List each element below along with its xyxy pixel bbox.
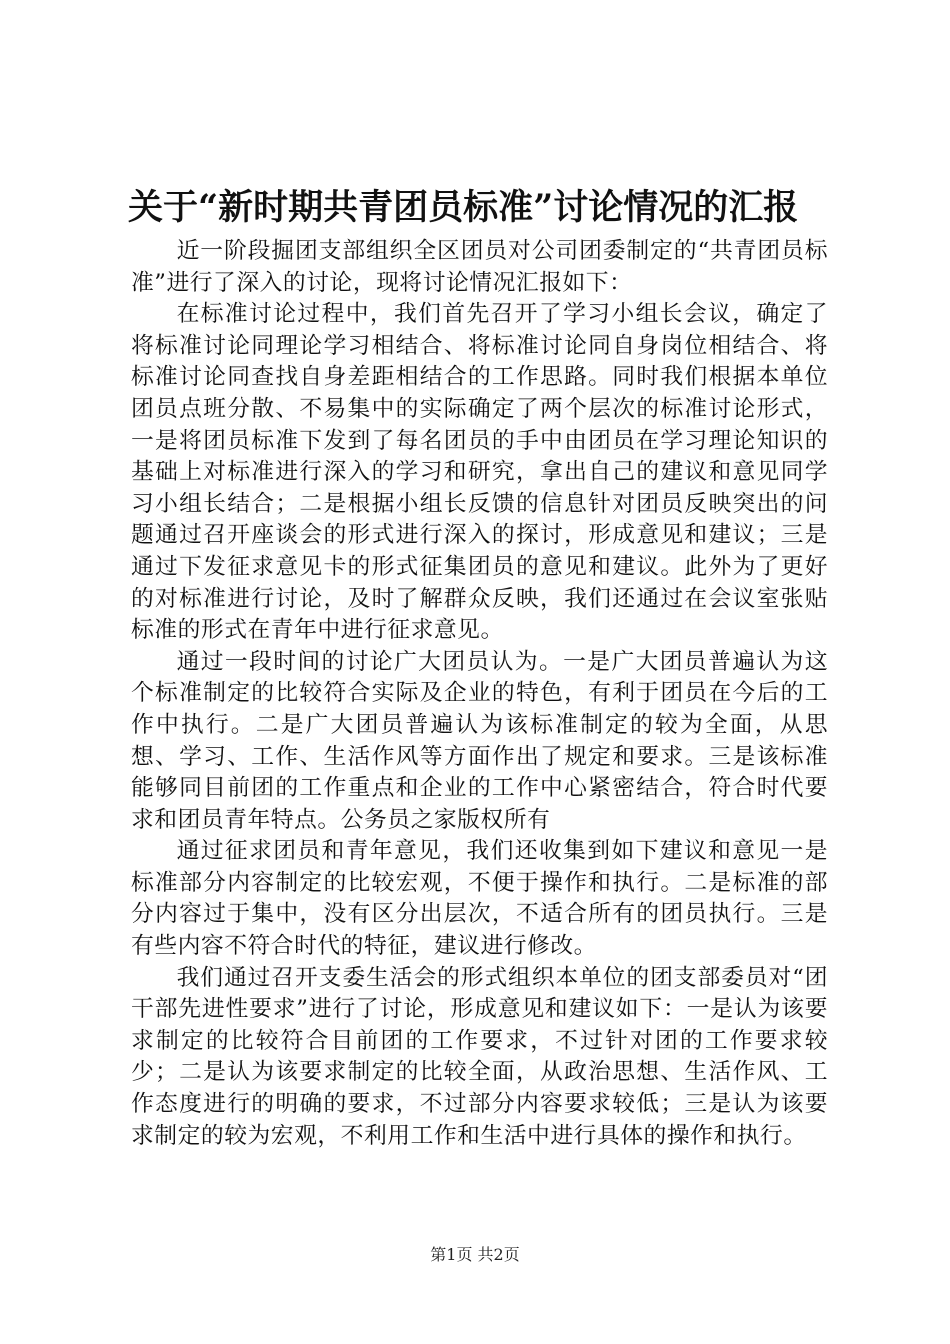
paragraph-intro: 近一阶段掘团支部组织全区团员对公司团委制定的“共青团员标准”进行了深入的讨论，现将讨论情况汇报如下： <box>131 238 828 296</box>
paragraph-member-views: 通过一段时间的讨论广大团员认为。一是广大团员普遍认为这个标准制定的比较符合实际及企业的特色，有利于团员在今后的工作中执行。二是广大团员普遍认为该标准制定的较为全面，从思想、学习、工作、生活作风等方面作出了规定和要求。三是该标准能够同目前团的工作重点和企业的工作中心紧密结合，符合时代要求和团员青年特点。公务员之家版权所有 <box>131 648 828 833</box>
page-footer: 第1页 共2页 <box>430 1245 520 1264</box>
document-body <box>131 236 828 1152</box>
document-title: 关于“新时期共青团员标准”讨论情况的汇报 <box>128 187 799 228</box>
paragraph-cadre-requirements: 我们通过召开支委生活会的形式组织本单位的团支部委员对“团干部先进性要求”进行了讨论，形成意见和建议如下：一是认为该要求制定的比较符合目前团的工作要求，不过针对团的工作要求较少；二是认为该要求制定的比较全面，从政治思想、生活作风、工作态度进行的明确的要求，不过部分内容要求较低；三是认为该要求制定的较为宏观，不利用工作和生活中进行具体的操作和执行。 <box>131 964 828 1149</box>
paragraph-suggestions: 通过征求团员和青年意见，我们还收集到如下建议和意见一是标准部分内容制定的比较宏观，不便于操作和执行。二是标准的部分内容过于集中，没有区分出层次，不适合所有的团员执行。三是有些内容不符合时代的特征，建议进行修改。 <box>131 838 828 960</box>
paragraph-discussion-process: 在标准讨论过程中，我们首先召开了学习小组长会议，确定了将标准讨论同理论学习相结合、将标准讨论同自身岗位相结合、将标准讨论同查找自身差距相结合的工作思路。同时我们根据本单位团员点班分散、不易集中的实际确定了两个层次的标准讨论形式，一是将团员标准下发到了每名团员的手中由团员在学习理论知识的基础上对标准进行深入的学习和研究，拿出自己的建议和意见同学习小组长结合；二是根据小组长反馈的信息针对团员反映突出的问题通过召开座谈会的形式进行深入的探讨，形成意见和建议；三是通过下发征求意见卡的形式征集团员的意见和建议。此外为了更好的对标准进行讨论，及时了解群众反映，我们还通过在会议室张贴标准的形式在青年中进行征求意见。 <box>131 301 828 644</box>
